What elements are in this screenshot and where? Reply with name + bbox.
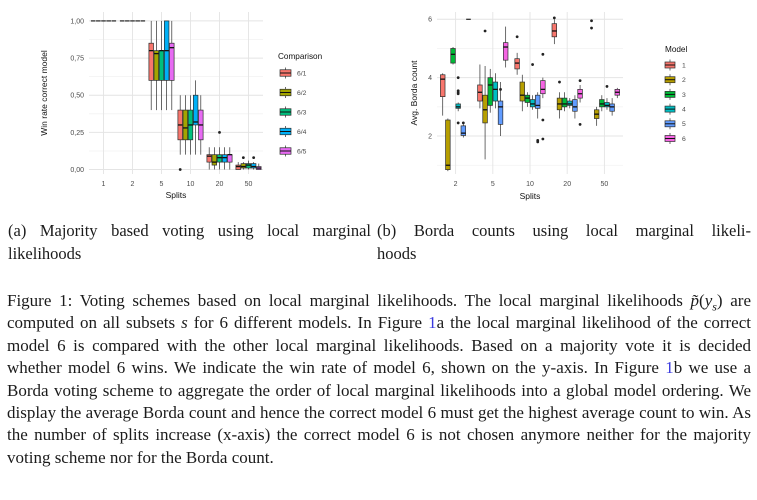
svg-text:0,50: 0,50 [70, 92, 84, 100]
box-series [91, 21, 261, 171]
svg-text:Avg. Borda count: Avg. Borda count [409, 60, 419, 126]
figure-caption [7, 290, 751, 469]
svg-text:5: 5 [159, 181, 164, 188]
caption-segment: y [704, 291, 713, 310]
svg-text:3: 3 [682, 91, 686, 99]
svg-text:Comparison: Comparison [278, 52, 323, 61]
caption-segment: b we use a Borda voting scheme to aggregate the order of local marginal likelihoods into a global model ordering. We display the average Borda count and hence the correct model 6 must get the highest average count to win. As the number of splits increase (x-axis) the correct model 6 is not chosen anymore neither for the majority voting scheme nor for the Borda count. [7, 358, 751, 467]
svg-text:0,25: 0,25 [70, 129, 84, 137]
svg-text:6: 6 [428, 16, 432, 24]
svg-text:1: 1 [101, 181, 106, 188]
subcaption-a-line2: likelihoods [8, 244, 82, 263]
caption-segment: s [712, 299, 717, 314]
figure-ref-link[interactable]: 1 [665, 358, 674, 378]
svg-text:Model: Model [665, 45, 688, 54]
legend-item [665, 60, 686, 71]
svg-text:2: 2 [453, 181, 458, 188]
borda-count-boxplot-figure-b [395, 2, 757, 210]
caption-segment: ( [699, 291, 705, 310]
svg-text:2: 2 [428, 133, 432, 141]
svg-text:4: 4 [428, 75, 432, 83]
legend [665, 45, 687, 144]
svg-text:5: 5 [490, 181, 495, 188]
svg-text:6/3: 6/3 [297, 109, 307, 117]
svg-text:1,00: 1,00 [70, 18, 84, 26]
gridlines [437, 12, 623, 174]
axes [39, 18, 252, 200]
legend-item [665, 89, 686, 100]
subcaption-b-line2: hoods [377, 244, 417, 263]
gridlines [89, 12, 263, 174]
svg-text:20: 20 [563, 181, 572, 188]
caption-segment: for 6 different models. In Figure [187, 313, 429, 333]
figure-ref-link[interactable]: 1 [428, 313, 437, 333]
win-rate-boxplot-figure-a [33, 2, 390, 210]
legend-item [665, 74, 686, 85]
svg-text:Splits: Splits [519, 191, 541, 201]
svg-text:10: 10 [186, 181, 195, 188]
svg-text:50: 50 [244, 181, 253, 188]
svg-text:4: 4 [682, 106, 686, 114]
svg-text:6/1: 6/1 [297, 70, 307, 78]
svg-text:5: 5 [682, 121, 686, 129]
svg-text:Win rate correct model: Win rate correct model [39, 50, 49, 136]
svg-text:10: 10 [526, 181, 534, 188]
axes [409, 17, 608, 201]
legend-item [280, 68, 307, 79]
svg-text:0,75: 0,75 [70, 55, 84, 63]
svg-text:0,00: 0,00 [70, 166, 84, 174]
svg-text:6/5: 6/5 [297, 148, 307, 156]
subcaption-a [8, 219, 371, 265]
svg-text:Splits: Splits [165, 190, 187, 200]
svg-text:50: 50 [600, 181, 609, 188]
caption-segment: s [181, 313, 188, 333]
subcaption-b-line1: (b) Borda counts using local marginal likeli- [377, 221, 751, 240]
svg-text:2: 2 [130, 181, 135, 188]
svg-text:1: 1 [682, 62, 686, 70]
legend-item [280, 87, 307, 98]
subcaption-a-line1: (a) Majority based voting using local marginal [8, 221, 371, 240]
svg-text:20: 20 [215, 181, 224, 188]
caption-segment: ) are computed on all subsets [7, 291, 751, 333]
svg-text:6: 6 [682, 135, 686, 143]
svg-text:6/2: 6/2 [297, 89, 307, 97]
legend-item [665, 118, 686, 129]
caption-segment: Figure 1: Voting schemes based on local marginal likelihoods. The local marginal likelihoods [7, 291, 691, 310]
legend-item [665, 133, 686, 144]
legend-item [280, 146, 307, 157]
legend-item [280, 107, 307, 118]
subcaption-b [377, 219, 751, 265]
legend-item [665, 104, 686, 115]
svg-text:2: 2 [682, 77, 686, 85]
legend-item [280, 126, 307, 137]
legend [278, 52, 323, 157]
svg-text:6/4: 6/4 [297, 128, 307, 136]
caption-segment: p̃ [690, 291, 700, 310]
caption-segment: a the local marginal likelihood of the correct model 6 is compared with the other local marginal likelihoods. Based on a majority vote it is decided whether model 6 wins. We indicate the win rate of model 6, shown on the y-axis. In Figure [7, 313, 751, 378]
